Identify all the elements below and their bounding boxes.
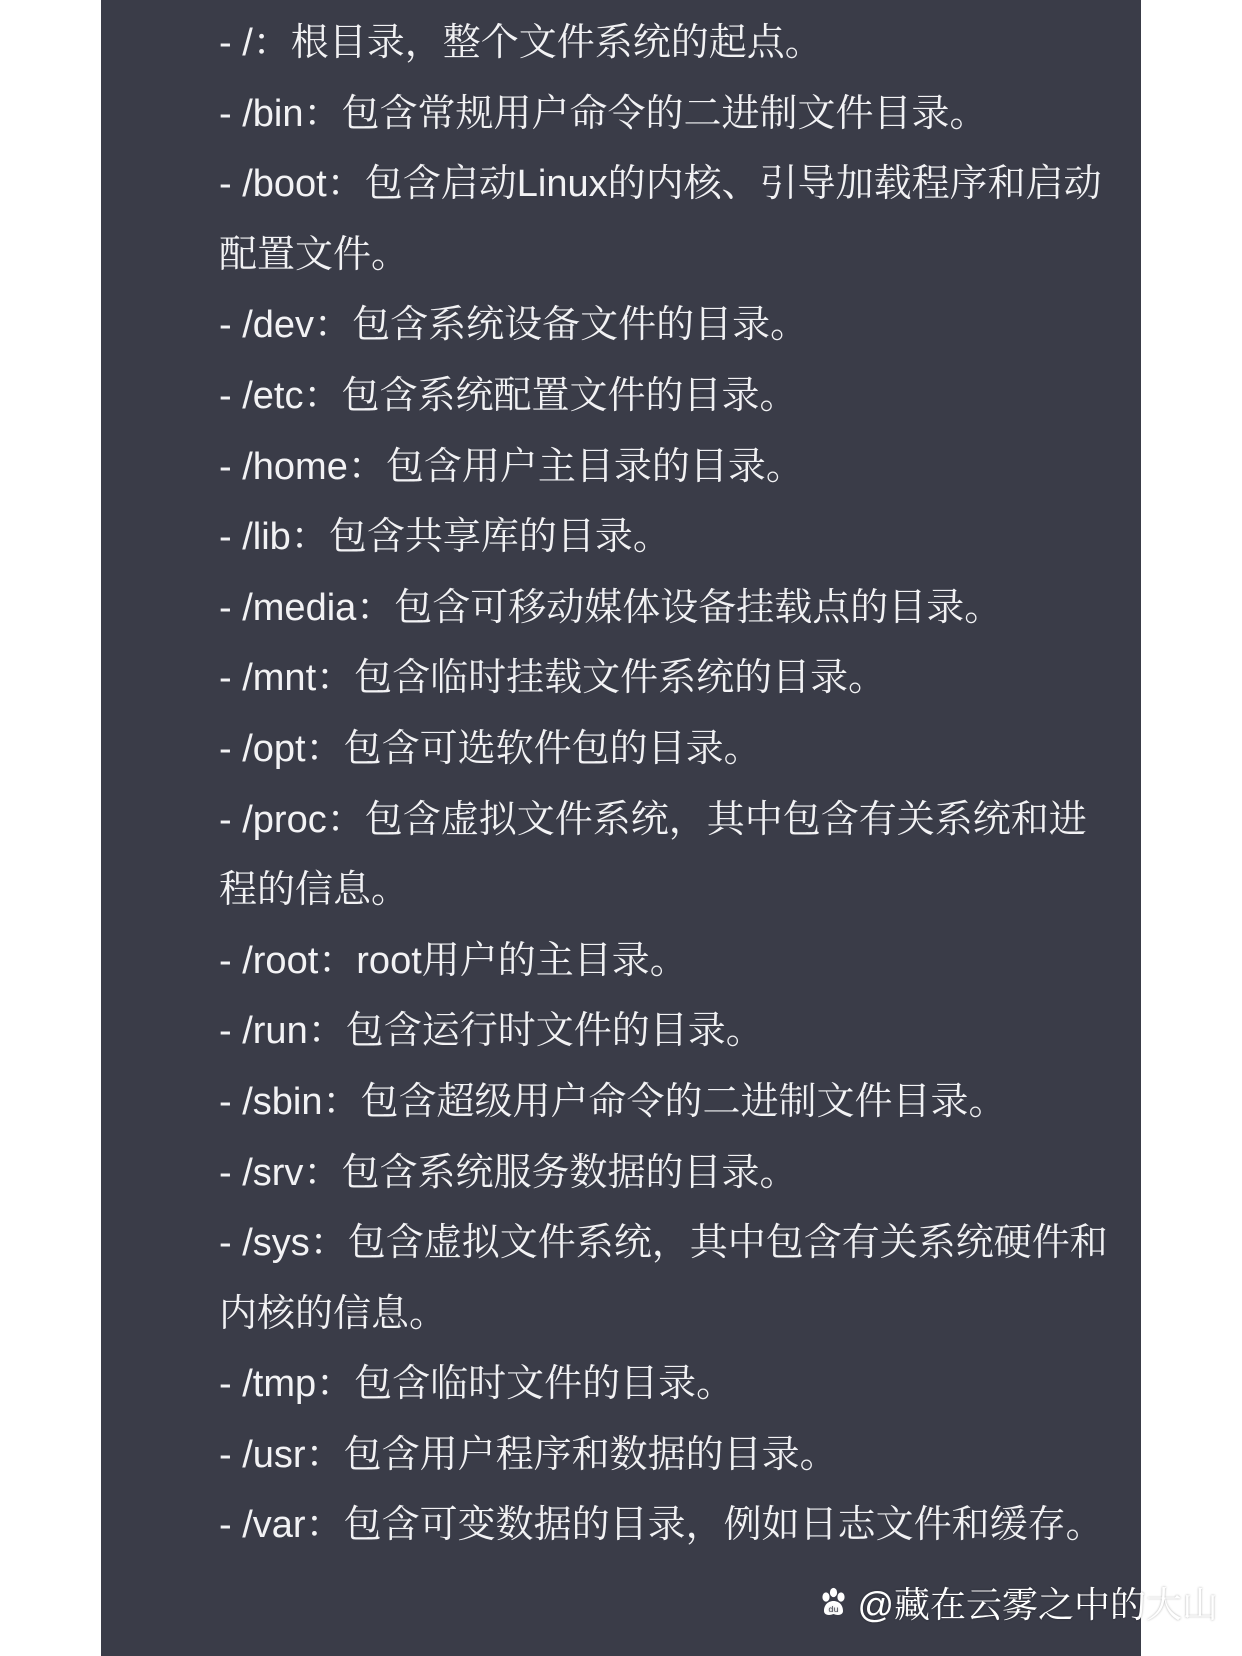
list-item [219, 1067, 1119, 1138]
directory-path: /srv [242, 1151, 304, 1194]
directory-description: root用户的主目录。 [356, 939, 688, 982]
list-item [219, 643, 1119, 714]
list-item [219, 8, 1119, 79]
list-item [219, 502, 1119, 573]
separator: ： [305, 1433, 344, 1476]
list-dash: - [219, 92, 243, 135]
list-dash: - [219, 1504, 243, 1547]
list-item [219, 926, 1119, 997]
directory-path: /media [242, 586, 357, 629]
separator: ： [303, 92, 342, 135]
directory-description: 包含常规用户命令的二进制文件目录。 [341, 92, 988, 135]
directory-path: /bin [242, 92, 304, 135]
separator: ： [303, 1151, 342, 1194]
separator: ： [326, 798, 365, 841]
separator: ： [347, 445, 386, 488]
separator: ： [356, 586, 395, 629]
directory-description: 包含临时文件的目录。 [354, 1363, 735, 1406]
list-item [219, 1420, 1119, 1491]
list-dash: - [219, 445, 243, 488]
list-item [219, 1490, 1119, 1561]
directory-path: /run [242, 1010, 308, 1053]
list-dash: - [219, 1433, 243, 1476]
directory-description: 包含共享库的目录。 [328, 516, 671, 559]
directory-description: 包含运行时文件的目录。 [345, 1010, 764, 1053]
directory-list [219, 8, 1119, 1561]
list-item [219, 996, 1119, 1067]
list-item [219, 149, 1119, 290]
list-dash: - [219, 1080, 243, 1123]
list-dash: - [219, 657, 243, 700]
directory-path: /var [242, 1504, 306, 1547]
directory-description: 包含用户程序和数据的目录。 [343, 1433, 838, 1476]
directory-description: 包含超级用户命令的二进制文件目录。 [360, 1080, 1007, 1123]
paw-icon [817, 1585, 851, 1619]
list-dash: - [219, 1010, 243, 1053]
svg-text:du: du [828, 1605, 840, 1614]
directory-path: /sys [242, 1222, 310, 1265]
list-item [219, 361, 1119, 432]
directory-description: 包含启动Linux的内核、引导加载程序和启动配置文件。 [219, 163, 1102, 276]
directory-path: /proc [242, 798, 327, 841]
directory-description: 包含系统配置文件的目录。 [341, 374, 798, 417]
directory-path: /lib [242, 516, 291, 559]
directory-description: 包含临时挂载文件系统的目录。 [354, 657, 887, 700]
list-item [219, 290, 1119, 361]
directory-description: 包含系统服务数据的目录。 [341, 1151, 798, 1194]
separator: ： [305, 727, 344, 770]
directory-path: /opt [242, 727, 306, 770]
separator: ： [252, 22, 291, 64]
list-dash: - [219, 798, 243, 841]
directory-path: /tmp [242, 1363, 317, 1406]
list-dash: - [219, 1222, 243, 1265]
separator: ： [314, 304, 353, 347]
directory-path: /usr [242, 1433, 306, 1476]
separator: ： [322, 1080, 361, 1123]
list-item [219, 573, 1119, 644]
list-item [219, 785, 1119, 926]
directory-description: 包含可移动媒体设备挂载点的目录。 [394, 586, 1003, 629]
list-dash: - [219, 22, 243, 64]
list-dash: - [219, 163, 243, 206]
separator: ： [316, 1363, 355, 1406]
list-dash: - [219, 374, 243, 417]
watermark [817, 1574, 1218, 1630]
directory-path: /mnt [242, 657, 317, 700]
directory-description: 包含虚拟文件系统，其中包含有关系统和进程的信息。 [219, 798, 1087, 912]
list-item [219, 1208, 1119, 1349]
list-item [219, 1349, 1119, 1420]
separator: ： [318, 939, 357, 982]
directory-path: /dev [242, 304, 315, 347]
directory-description: 包含虚拟文件系统，其中包含有关系统硬件和内核的信息。 [219, 1222, 1108, 1335]
directory-path: /sbin [242, 1080, 323, 1123]
directory-description: 根目录，整个文件系统的起点。 [290, 22, 823, 64]
directory-path: / [242, 22, 253, 64]
list-item [219, 714, 1119, 785]
list-dash: - [219, 1363, 243, 1406]
separator: ： [316, 657, 355, 700]
directory-description: 包含用户主目录的目录。 [385, 445, 804, 488]
list-item [219, 79, 1119, 150]
list-dash: - [219, 304, 243, 347]
list-dash: - [219, 727, 243, 770]
list-item [219, 432, 1119, 503]
list-dash: - [219, 586, 243, 629]
separator: ： [326, 163, 365, 206]
list-dash: - [219, 939, 243, 982]
directory-path: /boot [242, 163, 327, 206]
watermark-text: @藏在云雾之中的大山 [857, 1583, 1218, 1625]
separator: ： [303, 374, 342, 417]
separator: ： [309, 1222, 348, 1265]
directory-path: /root [242, 939, 319, 982]
separator: ： [307, 1010, 346, 1053]
list-dash: - [219, 516, 243, 559]
separator: ： [290, 516, 329, 559]
directory-path: /etc [242, 374, 304, 417]
directory-path: /home [242, 445, 348, 488]
directory-description: 包含可变数据的目录，例如日志文件和缓存。 [343, 1504, 1104, 1547]
directory-description: 包含系统设备文件的目录。 [352, 304, 809, 347]
separator: ： [305, 1504, 344, 1547]
directory-description: 包含可选软件包的目录。 [343, 727, 762, 770]
list-dash: - [219, 1151, 243, 1194]
list-item [219, 1138, 1119, 1209]
